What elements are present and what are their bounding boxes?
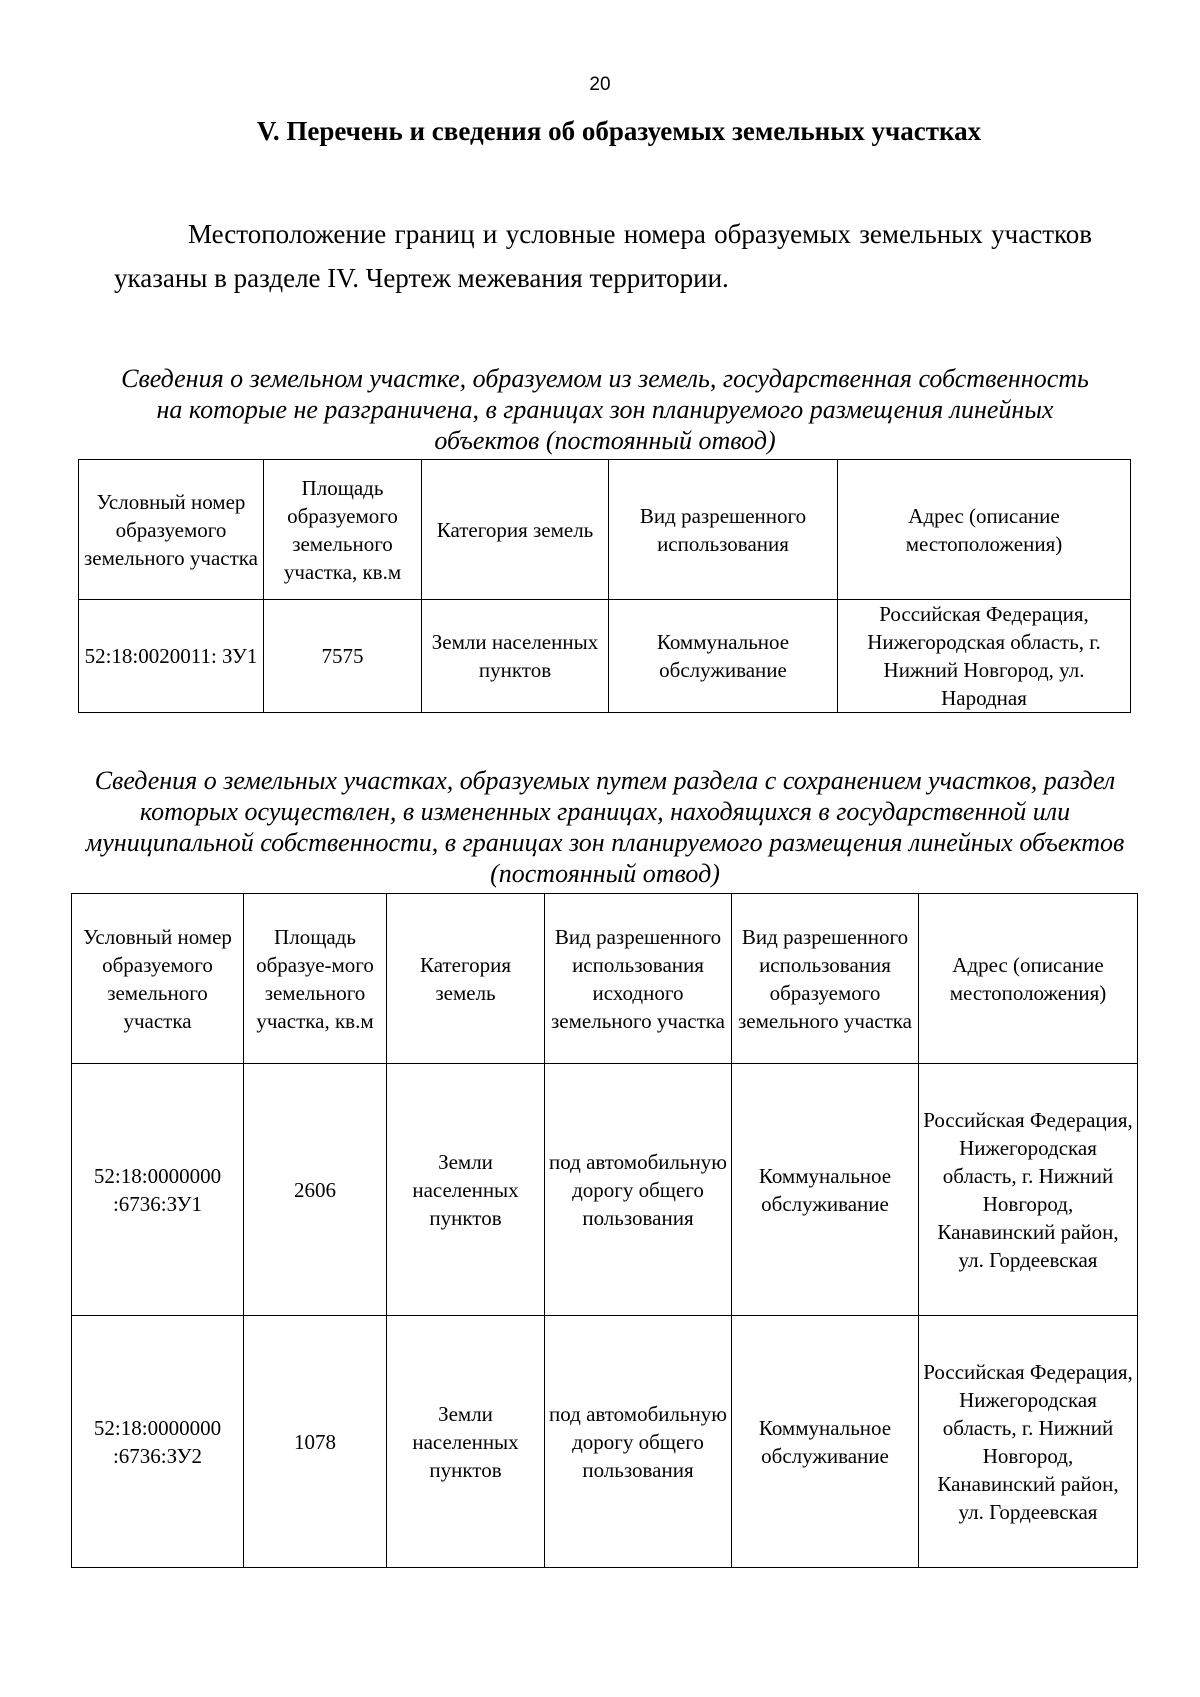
table1-header-category: Категория земель: [422, 460, 609, 600]
table2-caption: Сведения о земельных участках, образуемых путем раздела с сохранением участков, раздел которых осуществлен, в измененных границах, находящихся в государственной или муниципальной собственности, в границах зон планируемого размещения линейных объектов (постоянный отвод): [85, 766, 1125, 888]
table-row: [72, 1064, 1138, 1316]
cell-category: Земли населенных пунктов: [387, 1316, 545, 1568]
table1-header-use: Вид разрешенного использования: [609, 460, 838, 600]
cell-use: Коммунальное обслуживание: [609, 600, 838, 713]
table2-header-address: Адрес (описание местоположения): [919, 894, 1138, 1064]
cell-address: Российская Федерация, Нижегородская область, г. Нижний Новгород, Канавинский район, ул. Гордеевская: [919, 1064, 1138, 1316]
cell-address: Российская Федерация, Нижегородская область, г. Нижний Новгород, ул. Народная: [838, 600, 1131, 713]
cell-source-use: под автомобильную дорогу общего пользования: [545, 1064, 732, 1316]
cell-area: 7575: [264, 600, 422, 713]
table1: [78, 459, 1131, 713]
cell-new-use: Коммунальное обслуживание: [732, 1316, 919, 1568]
table2-header-category: Категория земель: [387, 894, 545, 1064]
cell-category: Земли населенных пунктов: [387, 1064, 545, 1316]
cell-source-use: под автомобильную дорогу общего пользования: [545, 1316, 732, 1568]
table1-header-area: Площадь образуемого земельного участка, кв.м: [264, 460, 422, 600]
table-row: [79, 600, 1131, 713]
table2-header-new-use: Вид разрешенного использования образуемого земельного участка: [732, 894, 919, 1064]
table1-header-row: [79, 460, 1131, 600]
intro-paragraph: Местоположение границ и условные номера образуемых земельных участков указаны в разделе IV. Чертеж межевания территории.: [114, 219, 1092, 293]
cell-area: 1078: [244, 1316, 387, 1568]
cell-new-use: Коммунальное обслуживание: [732, 1064, 919, 1316]
cell-number: 52:18:0000000 :6736:ЗУ1: [72, 1064, 244, 1316]
cell-category: Земли населенных пунктов: [422, 600, 609, 713]
table2-header-area: Площадь образуе-мого земельного участка, кв.м: [244, 894, 387, 1064]
cell-address: Российская Федерация, Нижегородская область, г. Нижний Новгород, Канавинский район, ул. Гордеевская: [919, 1316, 1138, 1568]
table2: [71, 893, 1138, 1568]
page-number: 20: [589, 74, 611, 95]
table1-header-address: Адрес (описание местоположения): [838, 460, 1131, 600]
section-title: V. Перечень и сведения об образуемых земельных участках: [256, 116, 982, 146]
table1-header-number: Условный номер образуемого земельного участка: [79, 460, 264, 600]
table2-header-number: Условный номер образуемого земельного участка: [72, 894, 244, 1064]
cell-area: 2606: [244, 1064, 387, 1316]
table1-caption: Сведения о земельном участке, образуемом из земель, государственная собственность на которые не разграничена, в границах зон планируемого размещения линейных объектов (постоянный отвод): [121, 364, 1089, 455]
cell-number: 52:18:0020011: ЗУ1: [79, 600, 264, 713]
cell-number: 52:18:0000000 :6736:ЗУ2: [72, 1316, 244, 1568]
table2-header-row: [72, 894, 1138, 1064]
table2-header-source-use: Вид разрешенного использования исходного земельного участка: [545, 894, 732, 1064]
table-row: [72, 1316, 1138, 1568]
